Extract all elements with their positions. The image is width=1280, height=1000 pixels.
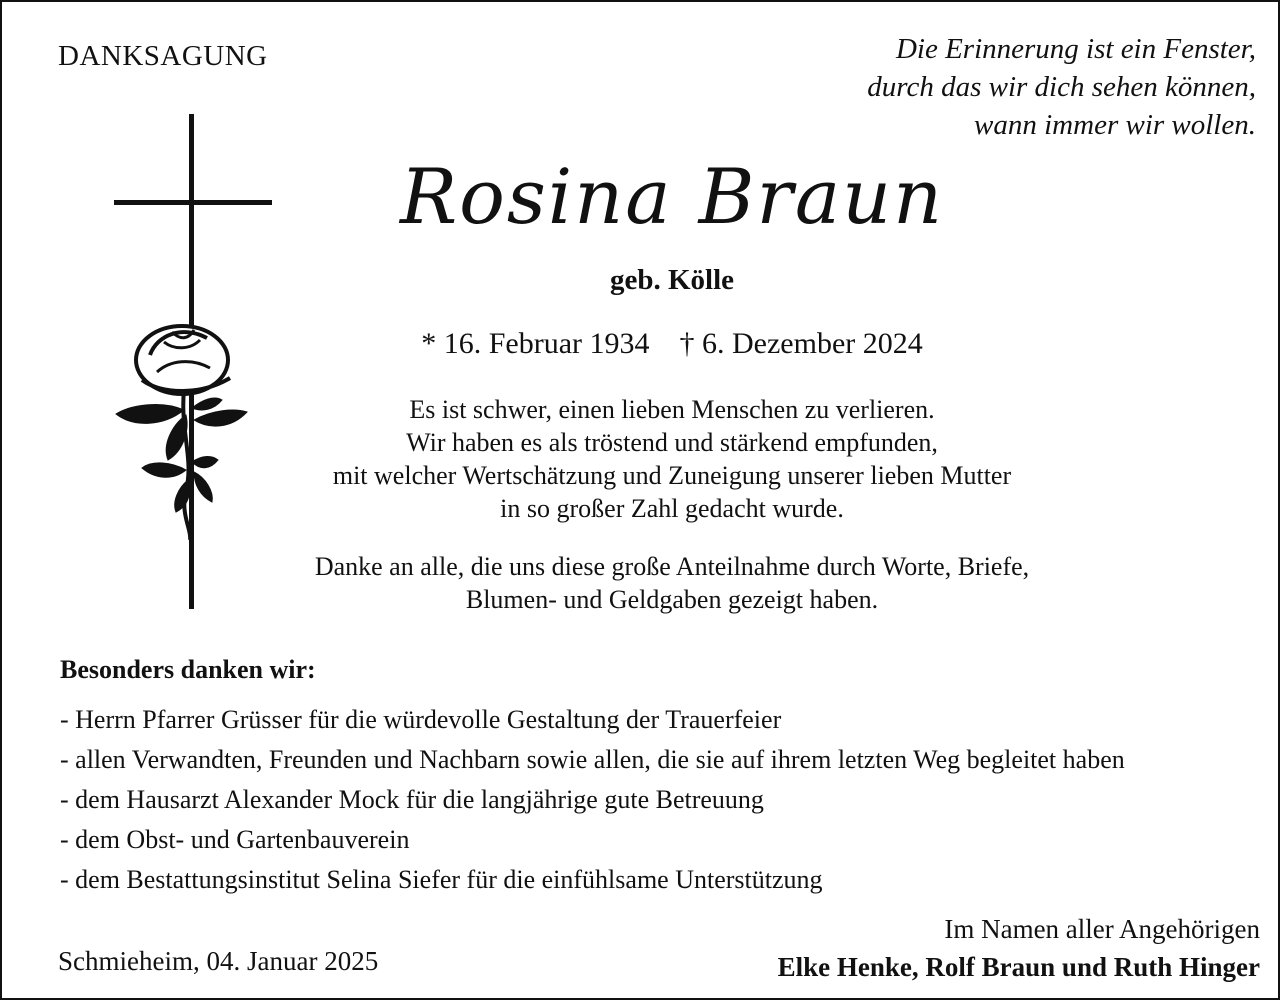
list-item: - dem Obst- und Gartenbauverein (60, 825, 410, 854)
paragraph-line: in so großer Zahl gedacht wurde. (500, 494, 844, 523)
life-dates (302, 327, 1042, 361)
birth-date: * 16. Februar 1934 (421, 327, 650, 360)
quote-line-3: wann immer wir wollen. (974, 109, 1256, 141)
signature-names: Elke Henke, Rolf Braun und Ruth Hinger (777, 952, 1260, 982)
list-item: - dem Bestattungsinstitut Selina Siefer für die einfühlsame Unterstützung (60, 865, 823, 894)
list-item: - allen Verwandten, Freunden und Nachbarn sowie allen, die sie auf ihrem letzten Weg begleitet haben (60, 745, 1125, 774)
paragraph-line: Blumen- und Geldgaben gezeigt haben. (465, 585, 879, 614)
paragraph-line: Es ist schwer, einen lieben Menschen zu verlieren. (409, 395, 935, 424)
death-date: † 6. Dezember 2024 (679, 327, 923, 360)
maiden-name: geb. Kölle (609, 264, 735, 296)
rose-icon (116, 326, 247, 540)
special-thanks-list (60, 700, 1125, 900)
quote-line-1: Die Erinnerung ist ein Fenster, (895, 33, 1256, 65)
gratitude-paragraph (232, 393, 1112, 525)
cross-with-rose (102, 110, 282, 615)
thanks-paragraph (232, 550, 1112, 616)
memorial-quote (867, 30, 1256, 144)
deceased-name: Rosina Braun (399, 152, 945, 241)
list-item: - dem Hausarzt Alexander Mock für die langjährige gute Betreuung (60, 785, 764, 814)
place-and-date: Schmieheim, 04. Januar 2025 (58, 946, 379, 976)
special-thanks-heading: Besonders danken wir: (60, 655, 316, 684)
paragraph-line: Wir haben es als tröstend und stärkend empfunden, (406, 428, 938, 457)
list-item: - Herrn Pfarrer Grüsser für die würdevolle Gestaltung der Trauerfeier (60, 705, 782, 734)
paragraph-line: mit welcher Wertschätzung und Zuneigung unserer lieben Mutter (332, 461, 1012, 490)
signature-block (778, 910, 1260, 986)
quote-line-2: durch das wir dich sehen können, (867, 71, 1256, 103)
signature-intro: Im Namen aller Angehörigen (944, 914, 1260, 944)
paragraph-line: Danke an alle, die uns diese große Anteilnahme durch Worte, Briefe, (314, 552, 1030, 581)
notice-heading: DANKSAGUNG (58, 40, 268, 72)
